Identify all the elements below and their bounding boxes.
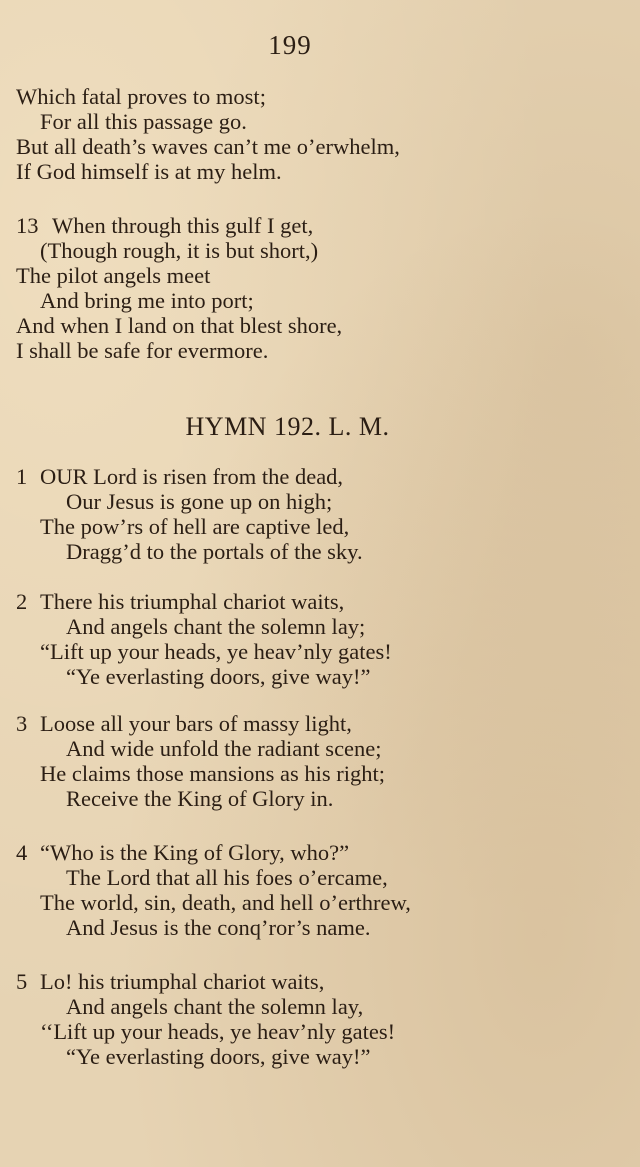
verse-line: The world, sin, death, and hell o’erthrew, [40,890,411,915]
verse-line: When through this gulf I get, [52,213,314,238]
verse-line: Lo! his triumphal chariot waits, [40,969,325,994]
verse-line: The Lord that all his foes o’ercame, [66,865,388,890]
verse-line: “Lift up your heads, ye heav’nly gates! [40,639,392,664]
verse-line: The pilot angels meet [16,263,211,288]
stanza-number: 13 [16,213,39,238]
verse-line: Receive the King of Glory in. [66,786,334,811]
verse-line: And when I land on that blest shore, [16,313,343,338]
verse-line: And angels chant the solemn lay, [66,994,364,1019]
verse-line: There his triumphal chariot waits, [40,589,345,614]
verse-line: And bring me into port; [40,288,254,313]
stanza-number: 1 [16,464,28,489]
hymn-title: HYMN 192. L. M. [185,412,390,441]
verse-line: Which fatal proves to most; [16,84,266,109]
stanza-number: 4 [16,840,28,865]
verse-line: “Who is the King of Glory, who?” [40,840,350,865]
stanza-number: 5 [16,969,28,994]
verse-line: “Ye everlasting doors, give way!” [66,664,371,689]
verse-line: (Though rough, it is but short,) [40,238,319,263]
verse-line: OUR Lord is risen from the dead, [40,464,344,489]
verse-line: For all this passage go. [40,109,247,134]
verse-line: And wide unfold the radiant scene; [66,736,382,761]
stanza-number: 2 [16,589,28,614]
verse-line: And Jesus is the conq’ror’s name. [66,915,371,940]
verse-line: But all death’s waves can’t me o’erwhelm, [16,134,400,159]
verse-line: And angels chant the solemn lay; [66,614,366,639]
page-number: 199 [268,30,312,60]
verse-line: Dragg’d to the portals of the sky. [66,539,363,564]
verse-line: ‘‘Lift up your heads, ye heav’nly gates! [40,1019,396,1044]
verse-line: The pow’rs of hell are captive led, [40,514,350,539]
verse-line: If God himself is at my helm. [16,159,282,184]
verse-line: He claims those mansions as his right; [40,761,385,786]
verse-line: Loose all your bars of massy light, [40,711,352,736]
verse-line: “Ye everlasting doors, give way!” [66,1044,371,1069]
verse-line: I shall be safe for evermore. [16,338,269,363]
stanza-number: 3 [16,711,28,736]
verse-line: Our Jesus is gone up on high; [66,489,333,514]
